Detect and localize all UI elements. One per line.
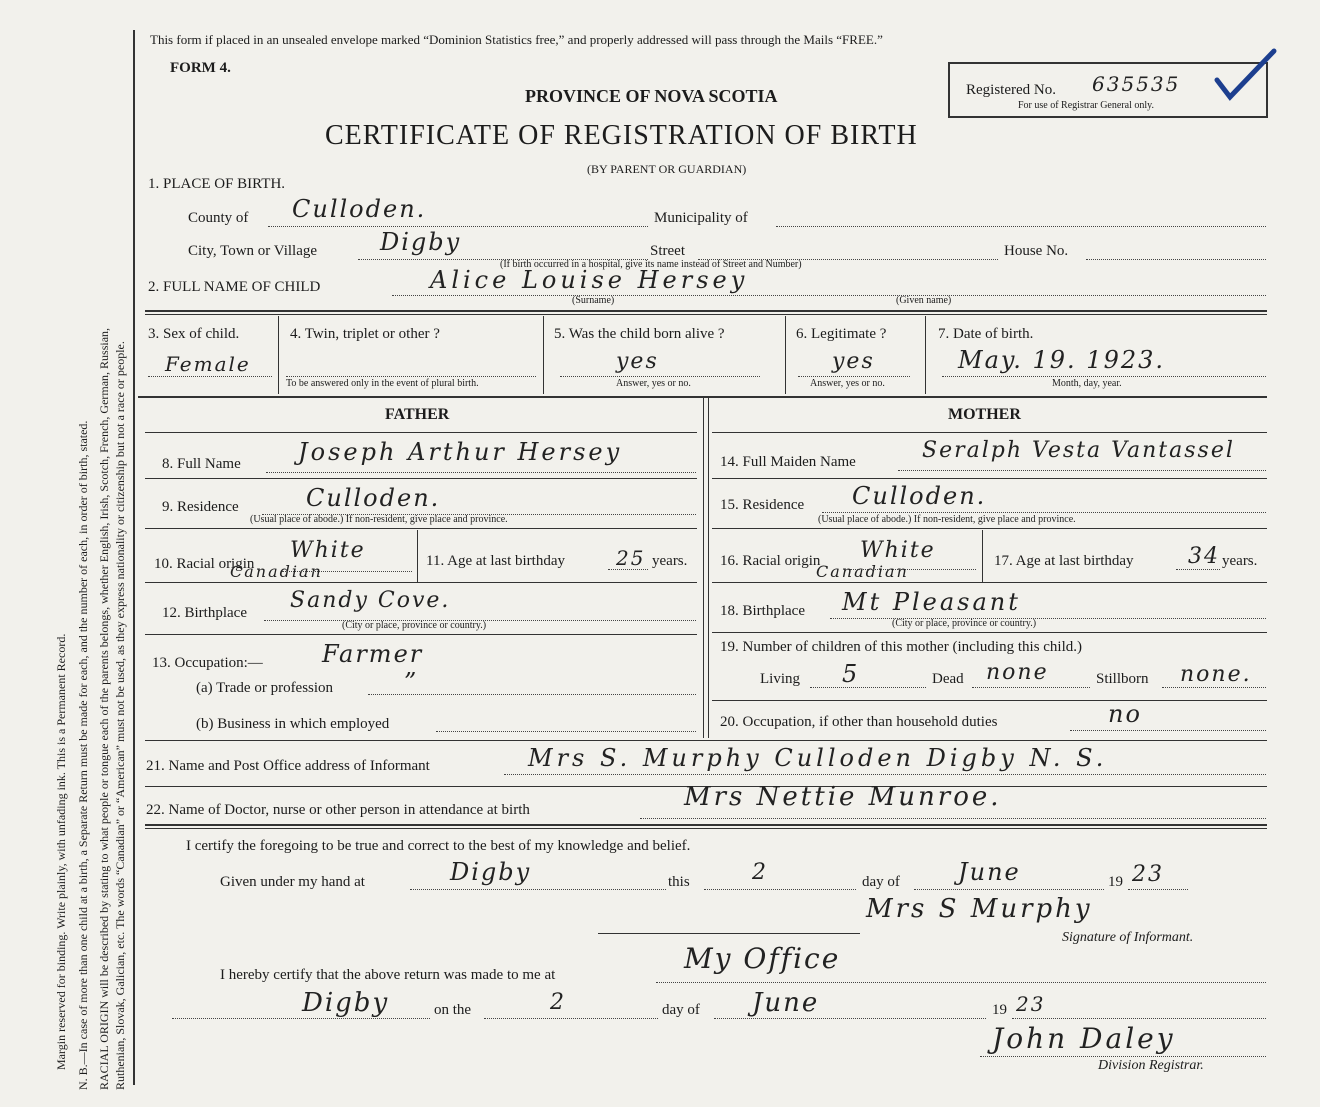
twin-line (286, 376, 536, 377)
father-name-line (266, 472, 696, 473)
father-occupation-label: 13. Occupation:— (152, 655, 263, 671)
doctor-label: 22. Name of Doctor, nurse or other person in attendance at birth (146, 802, 530, 818)
rule-1b (145, 314, 1267, 315)
father-occupation-value: Farmer (322, 640, 424, 668)
legitimate-value: yes (832, 349, 875, 374)
registrar-year-line (1012, 1018, 1266, 1019)
stillborn-line (1162, 687, 1266, 688)
registrar-place-line (656, 982, 1266, 983)
born-alive-line (560, 376, 760, 377)
registrar-month-line (714, 1018, 986, 1019)
doctor-line (640, 818, 1266, 819)
father-racial-value: White (290, 538, 366, 563)
legitimate-note: Answer, yes or no. (810, 378, 885, 389)
registrar-year-prefix: 19 (992, 1002, 1007, 1018)
given-name-note: (Given name) (896, 295, 952, 306)
mother-birthplace-label: 18. Birthplace (720, 603, 805, 619)
mother-heading: MOTHER (948, 406, 1021, 423)
father-rule-2 (145, 528, 697, 529)
mother-occupation-label: 20. Occupation, if other than household duties (720, 714, 998, 730)
mother-racial-value: White (860, 538, 936, 563)
year-prefix: 19 (1108, 874, 1123, 890)
mother-residence-label: 15. Residence (720, 497, 805, 513)
mother-years-label: years. (1222, 553, 1258, 569)
father-rule-3 (145, 582, 697, 583)
doctor-value: Mrs Nettie Munroe. (684, 782, 1002, 812)
house-line (1086, 259, 1266, 260)
father-age-label: 11. Age at last birthday (426, 553, 565, 569)
registrar-year-suffix: 23 (1016, 992, 1046, 1016)
divider-4 (543, 316, 544, 394)
divider-5 (785, 316, 786, 394)
child-name-label: 2. FULL NAME OF CHILD (148, 279, 321, 295)
parents-divider-b (708, 398, 709, 738)
year-suffix: 23 (1132, 862, 1164, 887)
mother-birthplace-note: (City or place, province or country.) (892, 618, 1037, 629)
father-residence-value: Culloden. (306, 484, 441, 512)
divider-6 (925, 316, 926, 394)
municipality-line (776, 226, 1266, 227)
mother-birthplace-value: Mt Pleasant (842, 588, 1021, 616)
father-heading-rule (145, 432, 697, 433)
date-line (942, 376, 1266, 377)
twin-label: 4. Twin, triplet or other ? (290, 326, 440, 342)
registration-number: 635535 (1092, 72, 1181, 96)
given-place: Digby (450, 858, 532, 886)
registration-note: For use of Registrar General only. (1018, 100, 1154, 111)
this-day-value: 2 (752, 860, 768, 885)
divider-3 (278, 316, 279, 394)
father-racial-line (282, 571, 412, 572)
mother-racial-divider (982, 530, 983, 582)
surname-note: (Surname) (572, 295, 615, 306)
check-mark-icon (1212, 45, 1282, 105)
mother-racial-line (850, 569, 976, 570)
registrar-place: My Office (684, 942, 841, 975)
county-line (268, 226, 648, 227)
mother-rule-3 (712, 582, 1267, 583)
father-name-label: 8. Full Name (162, 456, 241, 472)
mother-residence-value: Culloden. (852, 482, 987, 510)
mother-occupation-line (1070, 730, 1266, 731)
mother-rule-5 (712, 700, 1267, 701)
registrar-signature-line (980, 1056, 1266, 1057)
sex-value: Female (165, 352, 251, 376)
county-label: County of (188, 210, 249, 226)
mother-name-value: Seralph Vesta Vantassel (922, 438, 1235, 463)
mail-notice: This form if placed in an unsealed envelope marked “Dominion Statistics free,” and properly addressed will pass through the Mails “FREE.” (150, 32, 883, 47)
mother-heading-rule (712, 432, 1267, 433)
on-the-label: on the (434, 1002, 472, 1018)
county-value: Culloden. (292, 195, 427, 223)
mother-occupation-value: no (1108, 700, 1142, 728)
hospital-note: (If birth occurred in a hospital, give its name instead of Street and Number) (500, 259, 802, 270)
rule-5 (145, 824, 1267, 826)
municipality-label: Municipality of (654, 210, 748, 226)
father-racial-label: 10. Racial origin (154, 556, 255, 572)
children-count-label: 19. Number of children of this mother (including this child.) (720, 639, 1083, 655)
day-of-label: day of (862, 874, 900, 890)
informant-line (504, 774, 1266, 775)
registrar-day: 2 (550, 990, 566, 1015)
mother-age-value: 34 (1188, 544, 1220, 569)
certificate-title: CERTIFICATE OF REGISTRATION OF BIRTH (325, 120, 918, 151)
child-name-line (392, 295, 1266, 296)
city-value: Digby (380, 228, 462, 256)
city-label: City, Town or Village (188, 243, 318, 259)
this-label: this (668, 874, 690, 890)
business-label: (b) Business in which employed (196, 716, 390, 732)
dead-value: none (986, 660, 1049, 685)
trade-label: (a) Trade or profession (196, 680, 334, 696)
margin-binding-note: Margin reserved for binding. Write plainly, with unfading ink. This is a Permanent Record. (54, 633, 68, 1070)
legitimate-line (798, 376, 910, 377)
born-alive-note: Answer, yes or no. (616, 378, 691, 389)
mother-rule-2 (712, 528, 1267, 529)
mother-name-line (898, 470, 1266, 471)
sex-line (148, 376, 272, 377)
informant-label: 21. Name and Post Office address of Informant (146, 758, 430, 774)
month-value: June (958, 858, 1021, 886)
informant-signature: Mrs S Murphy (866, 894, 1093, 924)
father-heading: FATHER (385, 406, 450, 423)
father-birthplace-note: (City or place, province or country.) (342, 620, 487, 631)
given-line (410, 889, 666, 890)
street-label: Street (650, 243, 685, 259)
parents-divider-a (703, 398, 704, 738)
sex-label: 3. Sex of child. (148, 326, 240, 342)
mother-rule-1 (712, 478, 1267, 479)
mother-age-label: 17. Age at last birthday (994, 553, 1134, 569)
living-label: Living (760, 671, 800, 687)
born-alive-value: yes (616, 349, 659, 374)
given-label: Given under my hand at (220, 874, 365, 890)
father-birthplace-value: Sandy Cove. (290, 588, 451, 613)
margin-plural-birth-note: N. B.—In case of more than one child at a birth, a Separate Return must be made for each, and the number of each, in order of birth, stated. (76, 420, 90, 1090)
year-line (1128, 889, 1188, 890)
registrar-town-line (172, 1018, 430, 1019)
dead-line (972, 687, 1090, 688)
rule-5b (145, 828, 1267, 829)
mother-age-line (1176, 569, 1220, 570)
father-age-value: 25 (616, 546, 646, 570)
this-day-line (704, 889, 856, 890)
registrar-day-of-label: day of (662, 1002, 700, 1018)
registrar-day-line (484, 1018, 658, 1019)
father-residence-note: (Usual place of abode.) If non-resident, give place and province. (250, 514, 508, 525)
stillborn-label: Stillborn (1096, 671, 1149, 687)
form-number: FORM 4. (170, 60, 231, 76)
margin-racial-origin-note-2: Ruthenian, Slovak, Galician, etc. The words “Canadian” or “American” must not be used, as they express nationality or citizenship but not a race or people. (113, 341, 127, 1090)
informant-value: Mrs S. Murphy Culloden Digby N. S. (528, 744, 1108, 772)
father-birthplace-label: 12. Birthplace (162, 605, 247, 621)
twin-note: To be answered only in the event of plural birth. (286, 378, 479, 389)
mother-racial-extra: Canadian (816, 562, 909, 581)
father-years-label: years. (652, 553, 688, 569)
father-rule-1 (145, 478, 697, 479)
father-racial-divider (417, 530, 418, 582)
signature-separator (598, 933, 860, 934)
registrar-month: June (752, 988, 820, 1018)
registrar-statement: I hereby certify that the above return was made to me at (220, 967, 556, 983)
living-value: 5 (842, 660, 860, 688)
date-of-birth-note: Month, day, year. (1052, 378, 1122, 389)
rule-3 (145, 740, 1267, 741)
mother-residence-note: (Usual place of abode.) If non-resident, give place and province. (818, 514, 1076, 525)
certificate-subtitle: (BY PARENT OR GUARDIAN) (587, 162, 747, 176)
stillborn-value: none. (1180, 662, 1252, 687)
child-name-value: Alice Louise Hersey (430, 266, 749, 294)
living-line (810, 687, 926, 688)
mother-name-label: 14. Full Maiden Name (720, 454, 856, 470)
margin-rule (133, 30, 135, 1085)
mother-rule-4 (712, 632, 1267, 633)
business-line (436, 731, 696, 732)
date-of-birth-label: 7. Date of birth. (938, 326, 1034, 342)
house-number-label: House No. (1004, 243, 1069, 259)
trade-value: ” (404, 668, 419, 696)
father-name-value: Joseph Arthur Hersey (298, 438, 623, 466)
father-rule-4 (145, 634, 697, 635)
rule-1 (145, 310, 1267, 312)
certify-statement: I certify the foregoing to be true and correct to the best of my knowledge and belief. (186, 838, 691, 854)
mother-racial-label: 16. Racial origin (720, 553, 821, 569)
dead-label: Dead (932, 671, 964, 687)
province-heading: PROVINCE OF NOVA SCOTIA (525, 86, 778, 106)
date-of-birth-value: May. 19. 1923. (958, 346, 1166, 374)
division-registrar-label: Division Registrar. (1098, 1058, 1204, 1073)
legitimate-label: 6. Legitimate ? (796, 326, 887, 342)
registrar-town: Digby (302, 988, 390, 1018)
signature-informant-label: Signature of Informant. (1062, 930, 1194, 945)
father-residence-label: 9. Residence (162, 499, 239, 515)
margin-racial-origin-note-1: RACIAL ORIGIN will be described by stating to what people or tongue each of the parents belongs, whether English, Irish, Scotch, French, German, Russian, (97, 327, 111, 1090)
born-alive-label: 5. Was the child born alive ? (554, 326, 725, 342)
mother-residence-line (822, 512, 1266, 513)
registration-label: Registered No. (966, 82, 1056, 98)
month-line (914, 889, 1104, 890)
registrar-signature: John Daley (992, 1022, 1176, 1055)
place-of-birth-heading: 1. PLACE OF BIRTH. (148, 176, 286, 192)
father-racial-extra: Canadian (230, 562, 323, 581)
